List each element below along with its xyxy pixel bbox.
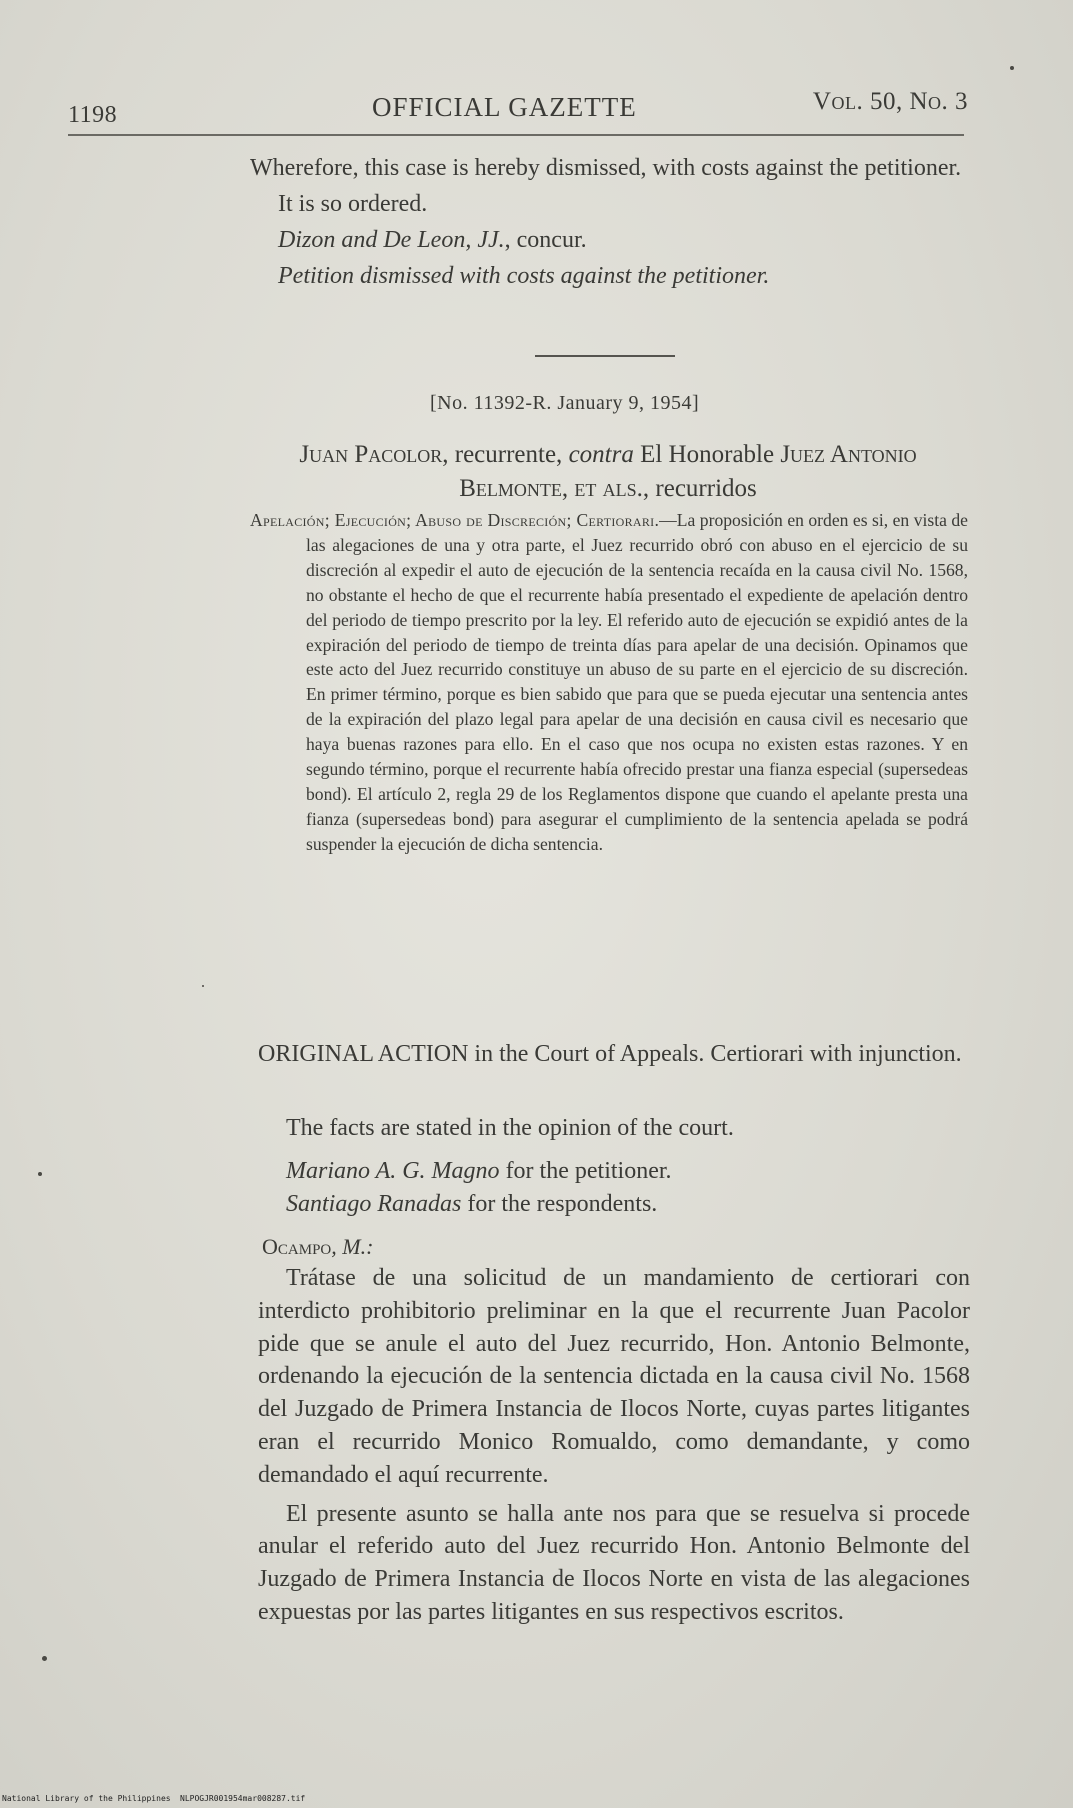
concurring-justices: Dizon and De Leon, JJ. [278,227,505,253]
case-caption [248,438,968,506]
respondent-prefix: El Honorable [633,441,781,468]
ponente [262,1232,373,1262]
respondent-role: , recurridos [642,475,757,502]
original-action: ORIGINAL ACTION in the Court of Appeals. Certiorari with injunction. [258,1041,962,1067]
counsel-petitioner [286,1155,672,1188]
publication-title: OFFICIAL GAZETTE [372,92,637,122]
petitioner-name: Juan Pacolor [299,441,443,468]
ponente-name: Ocampo [262,1234,332,1259]
petitioner-counsel-name: Mariano A. G. Magno [286,1158,500,1184]
volume-number: Vol. 50, No. 3 [812,88,968,115]
scan-speck [42,1656,47,1661]
petitioner-counsel-role: for the petitioner. [499,1158,672,1184]
respondent-counsel-role: for the respondents. [461,1191,658,1217]
footer-library: National Library of the Philippines [2,1794,171,1803]
disposition: Petition dismissed with costs against the petitioner. [278,263,770,289]
case-number: [No. 11392-R. January 9, 1954] [430,392,700,414]
contra-word: contra [568,441,634,468]
opinion-body [258,1262,970,1635]
counsel-respondent [286,1188,672,1221]
section-divider [535,355,675,357]
counsel [286,1155,672,1221]
page-header [68,88,968,128]
respondent-counsel-name: Santiago Ranadas [286,1191,462,1217]
opinion-paragraph-1: Trátase de una solicitud de un mandamiento de certiorari con interdicto prohibitorio preliminar en la que el recurrente Juan Pacolor pide que se anule el auto del Juez recurrido, Hon. Antonio Belmonte, ordenando la ejecución de la sentencia dictada en la causa civil No. 1568 del Juzgado de Primera Instancia de Ilocos Norte, cuyas partes litigantes eran el recurrido Monico Romualdo, como demandante, y como demandado el aquí recurrente. [258,1265,970,1488]
syllabus-heading: Apelación; Ejecución; Abuso de Discreción; Certiorari. [250,510,660,530]
page-number: 1198 [68,102,118,128]
concur-word: , concur. [504,227,587,253]
scan-speck [1010,66,1014,70]
scan-speck [202,985,204,987]
footer-filename: NLPOGJR001954mar008287.tif [180,1794,306,1803]
respondent-name: Juez Antonio Belmonte, et als. [459,441,917,502]
facts-statement: The facts are stated in the opinion of the court. [286,1115,734,1141]
syllabus [248,508,968,857]
syllabus-body: —La proposición en orden es si, en vista de las alegaciones de una y otra parte, el Juez recurrido obró con abuso en el ejercicio de su discreción al expedir el auto de ejecución de la sentencia recaída en la causa civil No. 1568, no obstante el hecho de que el recurrente había presentado el expediente de apelación dentro del periodo de tiempo prescrito por la ley. El referido auto de ejecución se expidió antes de la expiración del periodo de tiempo de treinta días para apelar de una decisión. Opinamos que este acto del Juez recurrido constituye un abuso de su parte en el ejercicio de su discreción. En primer término, porque es bien sabido que para que se pueda ejecutar una sentencia antes de la expiración del plazo legal para apelar de una decisión en causa civil es necesario que haya buenas razones para ello. En el caso que nos ocupa no existen estas razones. Y en segundo término, porque el recurrente había ofrecido prestar una fianza especial (supersedeas bond). El artículo 2, regla 29 de los Reglamentos dispone que cuando el apelante presta una fianza (supersedeas bond) para asegurar el cumplimiento de la sentencia apelada se podrá suspender la ejecución de dicha sentencia. [306,510,968,854]
concurrence [278,222,968,258]
header-rule [68,134,964,136]
ponente-title: , M.: [331,1234,374,1259]
prior-case-conclusion [250,150,968,294]
scan-speck [38,1172,42,1176]
opinion-paragraph-2: El presente asunto se halla ante nos para que se resuelva si procede anular el referido auto del Juez recurrido Hon. Antonio Belmonte del Juzgado de Primera Instancia de Ilocos Norte en vista de las alegaciones expuestas por las partes litigantes en sus respectivos escritos. [258,1500,970,1625]
petitioner-role: , recurrente, [442,441,569,468]
so-ordered: It is so ordered. [278,191,428,217]
dismissal-sentence: Wherefore, this case is hereby dismissed, with costs against the petitioner. [250,155,962,181]
